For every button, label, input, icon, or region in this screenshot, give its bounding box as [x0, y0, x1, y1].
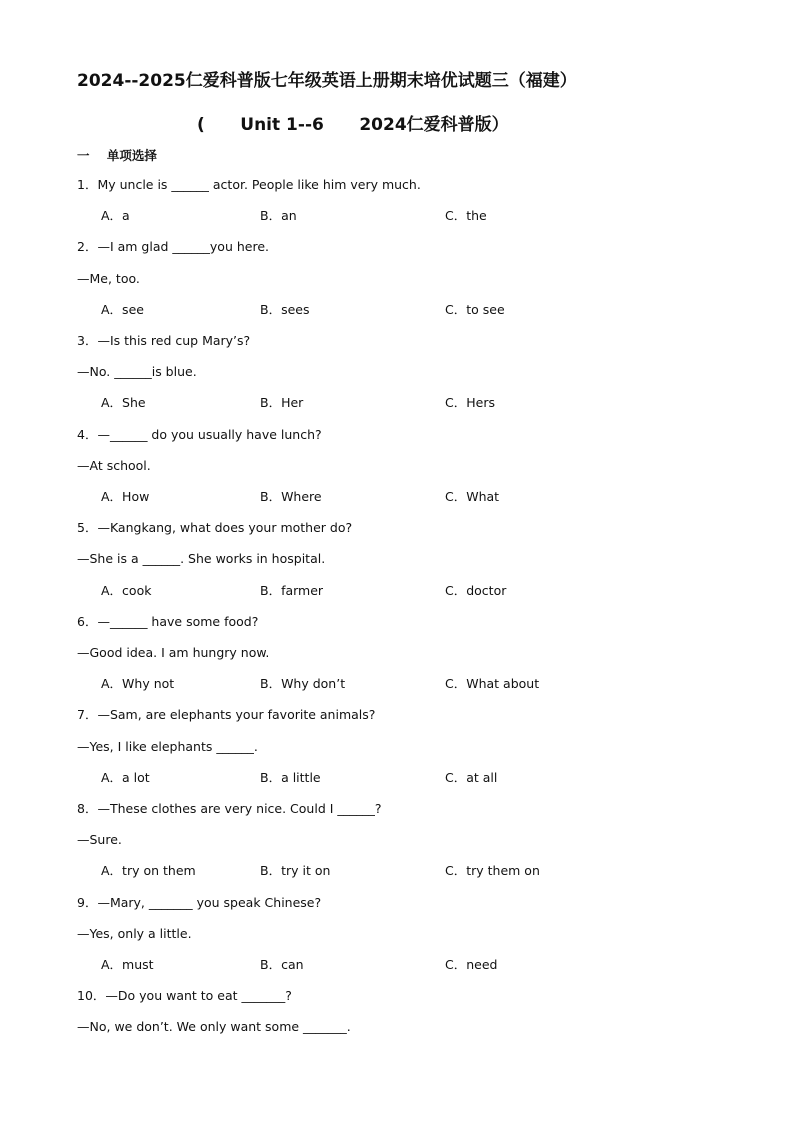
- question-5-option-c: C．doctor: [445, 583, 507, 598]
- question-2-stem: 2．—I am glad ______you here.: [77, 239, 269, 254]
- question-8-option-a: A．try on them: [101, 863, 196, 878]
- question-6-stem: 6．—______ have some food?: [77, 614, 259, 629]
- question-9-option-c: C．need: [445, 957, 498, 972]
- section-heading: 一 单项选择: [77, 148, 157, 163]
- question-3-option-b: B．Her: [260, 395, 304, 410]
- question-8-option-b: B．try it on: [260, 863, 331, 878]
- question-2-option-a: A．see: [101, 302, 144, 317]
- question-4-option-b: B．Where: [260, 489, 322, 504]
- question-3-stem: 3．—Is this red cup Mary’s?: [77, 333, 251, 348]
- question-3-option-c: C．Hers: [445, 395, 495, 410]
- question-3-reply: —No. ______is blue.: [77, 364, 197, 379]
- question-7-option-b: B．a little: [260, 770, 321, 785]
- question-9-option-a: A．must: [101, 957, 154, 972]
- question-6-reply: —Good idea. I am hungry now.: [77, 645, 270, 660]
- question-4-reply: —At school.: [77, 458, 151, 473]
- question-5-reply: —She is a ______. She works in hospital.: [77, 551, 326, 566]
- question-4-option-a: A．How: [101, 489, 150, 504]
- question-4-option-c: C．What: [445, 489, 500, 504]
- question-6-option-a: A．Why not: [101, 676, 175, 691]
- question-1-option-b: B．an: [260, 208, 297, 223]
- question-5-option-a: A．cook: [101, 583, 152, 598]
- question-1-option-a: A．a: [101, 208, 130, 223]
- question-9-stem: 9．—Mary, _______ you speak Chinese?: [77, 895, 322, 910]
- question-7-stem: 7．—Sam, are elephants your favorite animals?: [77, 707, 376, 722]
- question-4-stem: 4．—______ do you usually have lunch?: [77, 427, 322, 442]
- question-7-option-c: C．at all: [445, 770, 498, 785]
- question-9-reply: —Yes, only a little.: [77, 926, 192, 941]
- question-9-option-b: B．can: [260, 957, 304, 972]
- question-5-stem: 5．—Kangkang, what does your mother do?: [77, 520, 353, 535]
- question-7-reply: —Yes, I like elephants ______.: [77, 739, 258, 754]
- question-8-reply: —Sure.: [77, 832, 122, 847]
- question-8-option-c: C．try them on: [445, 863, 540, 878]
- question-6-option-b: B．Why don’t: [260, 676, 346, 691]
- question-2-option-c: C．to see: [445, 302, 505, 317]
- question-6-option-c: C．What about: [445, 676, 540, 691]
- question-3-option-a: A．She: [101, 395, 146, 410]
- question-1-option-c: C．the: [445, 208, 487, 223]
- question-5-option-b: B．farmer: [260, 583, 324, 598]
- document-subtitle: ( Unit 1--6 2024仁爱科普版）: [197, 115, 509, 135]
- question-7-option-a: A．a lot: [101, 770, 150, 785]
- question-10-stem: 10．—Do you want to eat _______?: [77, 988, 292, 1003]
- question-2-option-b: B．sees: [260, 302, 310, 317]
- question-2-reply: —Me, too.: [77, 271, 140, 286]
- question-8-stem: 8．—These clothes are very nice. Could I ______?: [77, 801, 382, 816]
- question-1-stem: 1．My uncle is ______ actor. People like him very much.: [77, 177, 421, 192]
- document-title: 2024--2025仁爱科普版七年级英语上册期末培优试题三（福建）: [77, 71, 577, 91]
- question-10-reply: —No, we don’t. We only want some _______.: [77, 1019, 351, 1034]
